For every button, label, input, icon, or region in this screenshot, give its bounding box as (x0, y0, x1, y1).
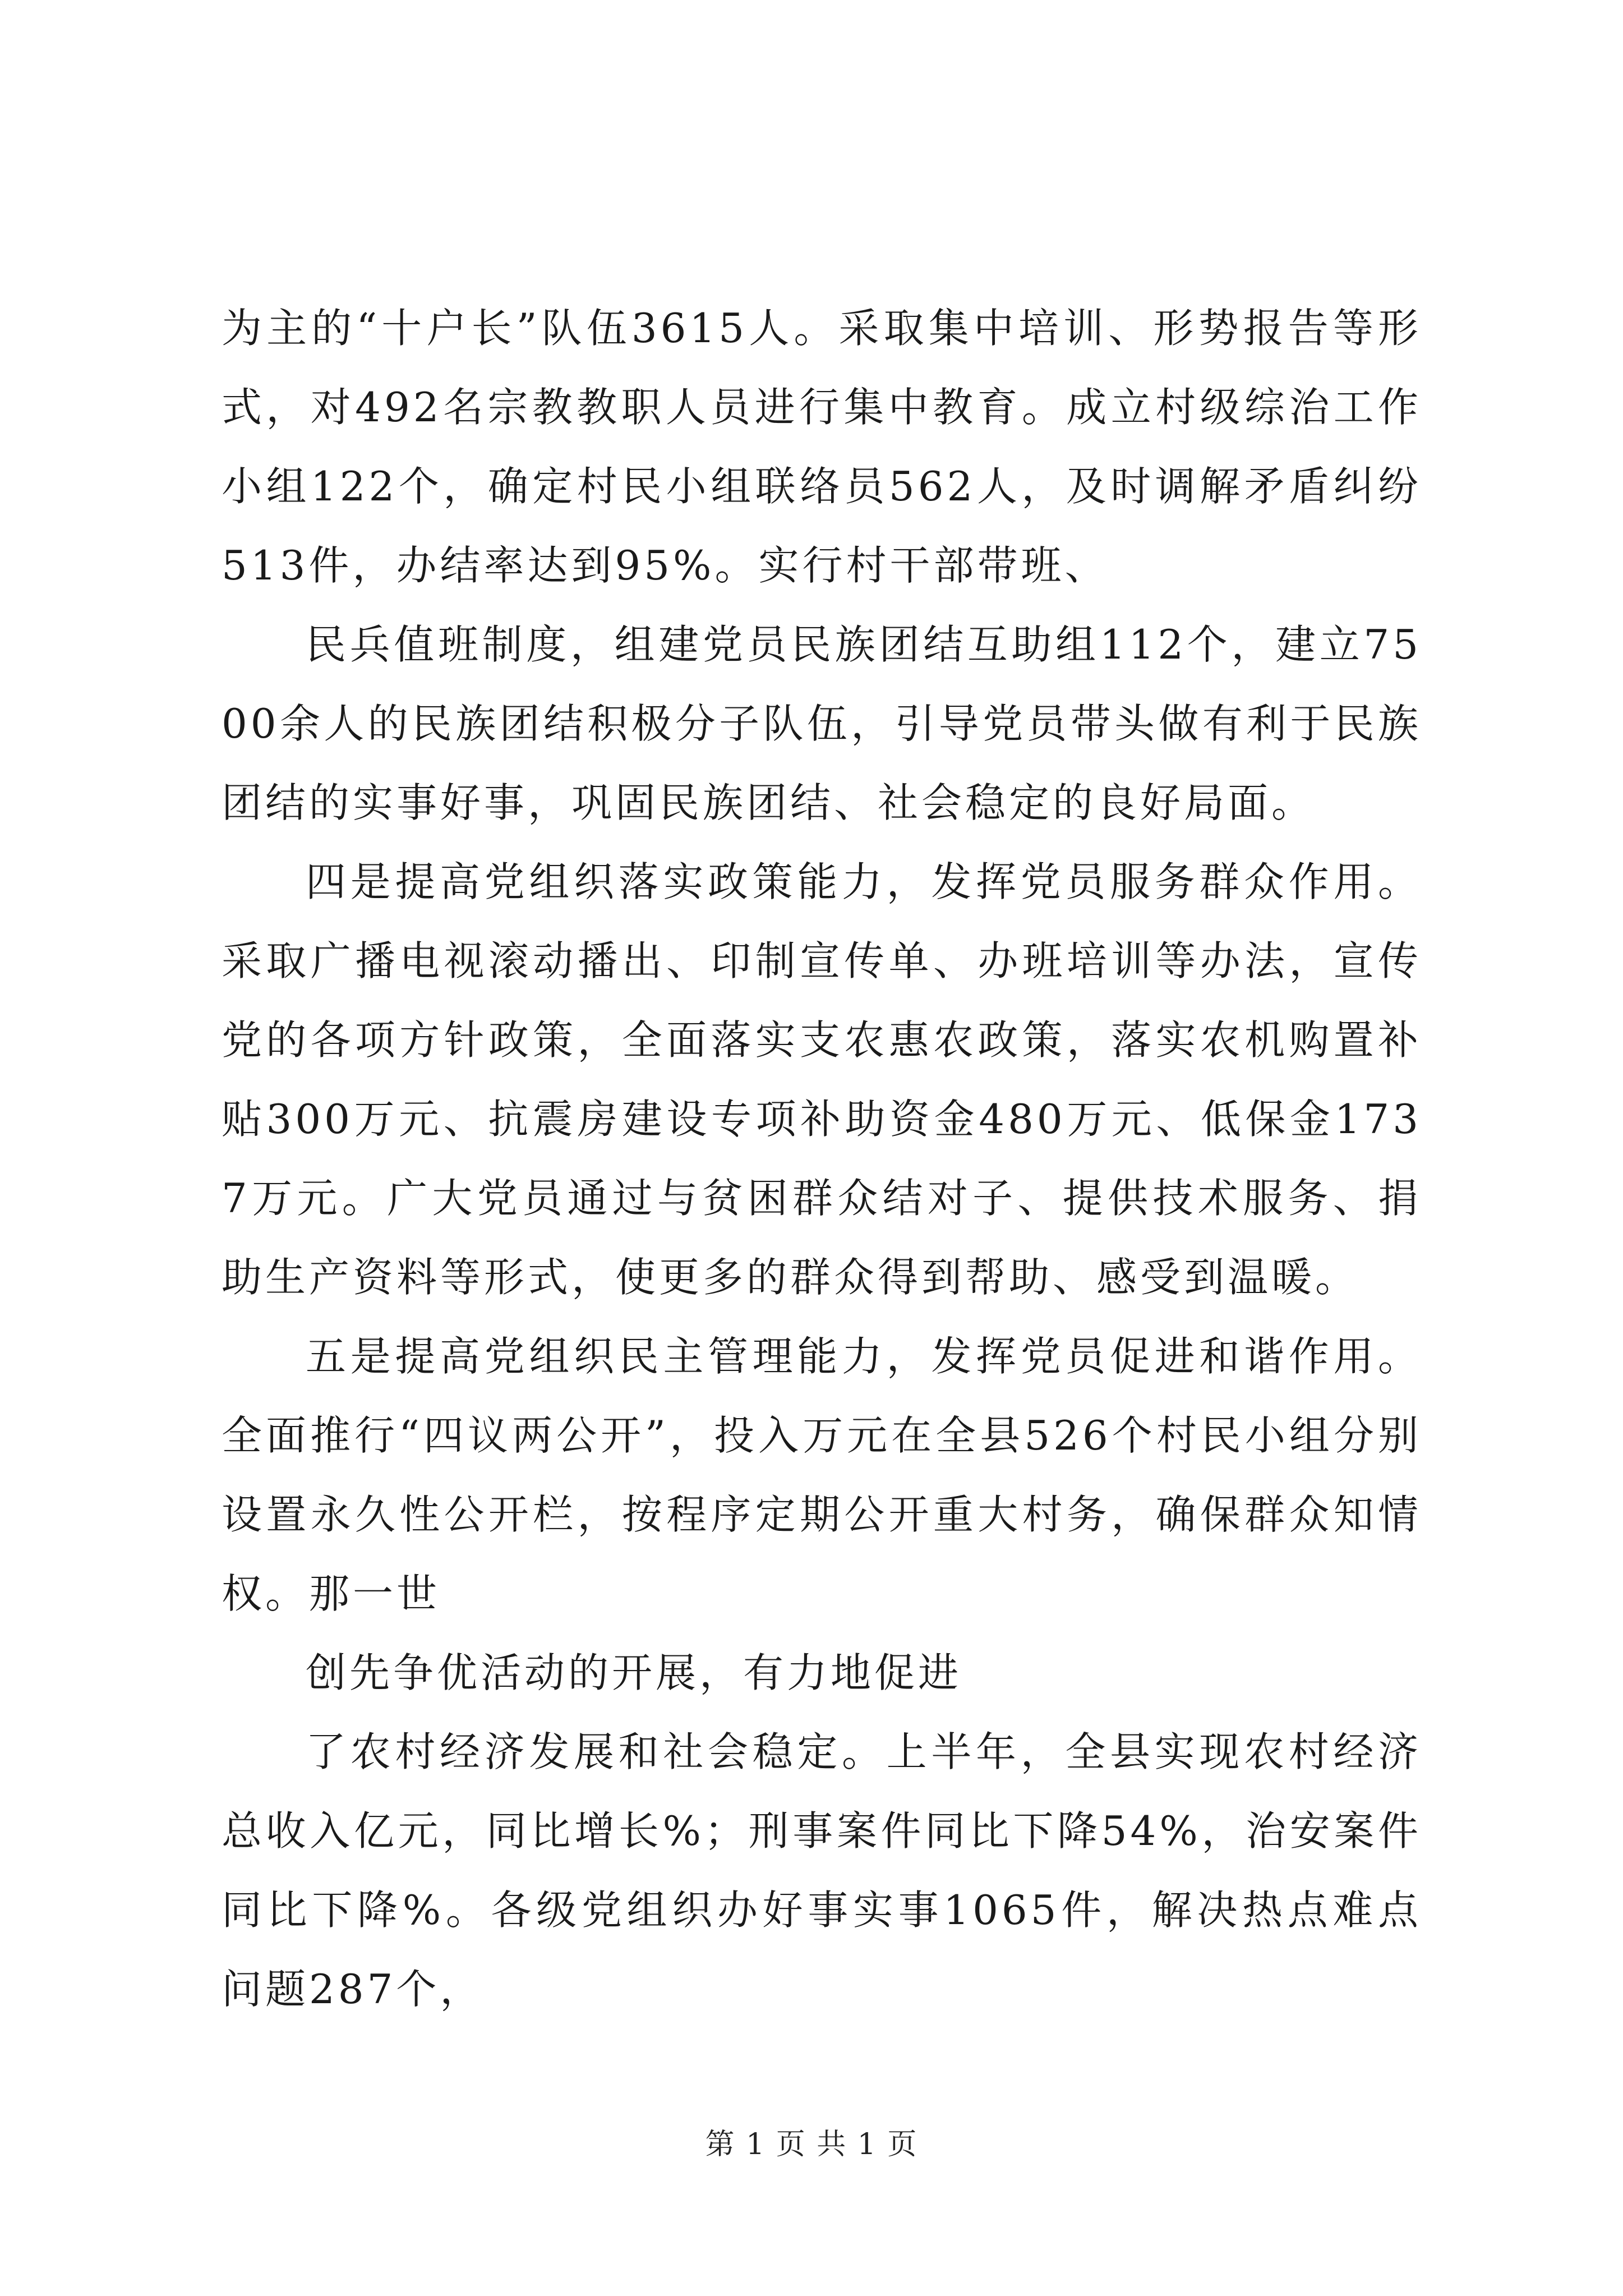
document-body (222, 289, 1422, 2029)
paragraph-3: 四是提高党组织落实政策能力，发挥党员服务群众作用。采取广播电视滚动播出、印制宣传单、办班培训等办法，宣传党的各项方针政策，全面落实支农惠农政策，落实农机购置补贴300万元、抗震房建设专项补助资金480万元、低保金1737万元。广大党员通过与贫困群众结对子、提供技术服务、捐助生产资料等形式，使更多的群众得到帮助、感受到温暖。 (222, 858, 1422, 1301)
paragraph-6: 了农村经济发展和社会稳定。上半年，全县实现农村经济总收入亿元，同比增长%；刑事案件同比下降54%，治安案件同比下降%。各级党组织办好事实事1065件，解决热点难点问题287个， (222, 1728, 1422, 2013)
paragraph-1: 为主的“十户长”队伍3615人。采取集中培训、形势报告等形式，对492名宗教教职人员进行集中教育。成立村级综治工作小组122个，确定村民小组联络员562人，及时调解矛盾纠纷513件，办结率达到95%。实行村干部带班、 (222, 305, 1422, 589)
paragraph-5: 创先争优活动的开展，有力地促进 (306, 1649, 962, 1696)
paragraph-2: 民兵值班制度，组建党员民族团结互助组112个，建立7500余人的民族团结积极分子队伍，引导党员带头做有利于民族团结的实事好事，巩固民族团结、社会稳定的良好局面。 (222, 621, 1422, 826)
paragraph-4: 五是提高党组织民主管理能力，发挥党员促进和谐作用。全面推行“四议两公开”，投入万元在全县526个村民小组分别设置永久性公开栏，按程序定期公开重大村务，确保群众知情权。那一世 (222, 1333, 1422, 1617)
page-number-footer: 第 1 页 共 1 页 (705, 2128, 918, 2161)
